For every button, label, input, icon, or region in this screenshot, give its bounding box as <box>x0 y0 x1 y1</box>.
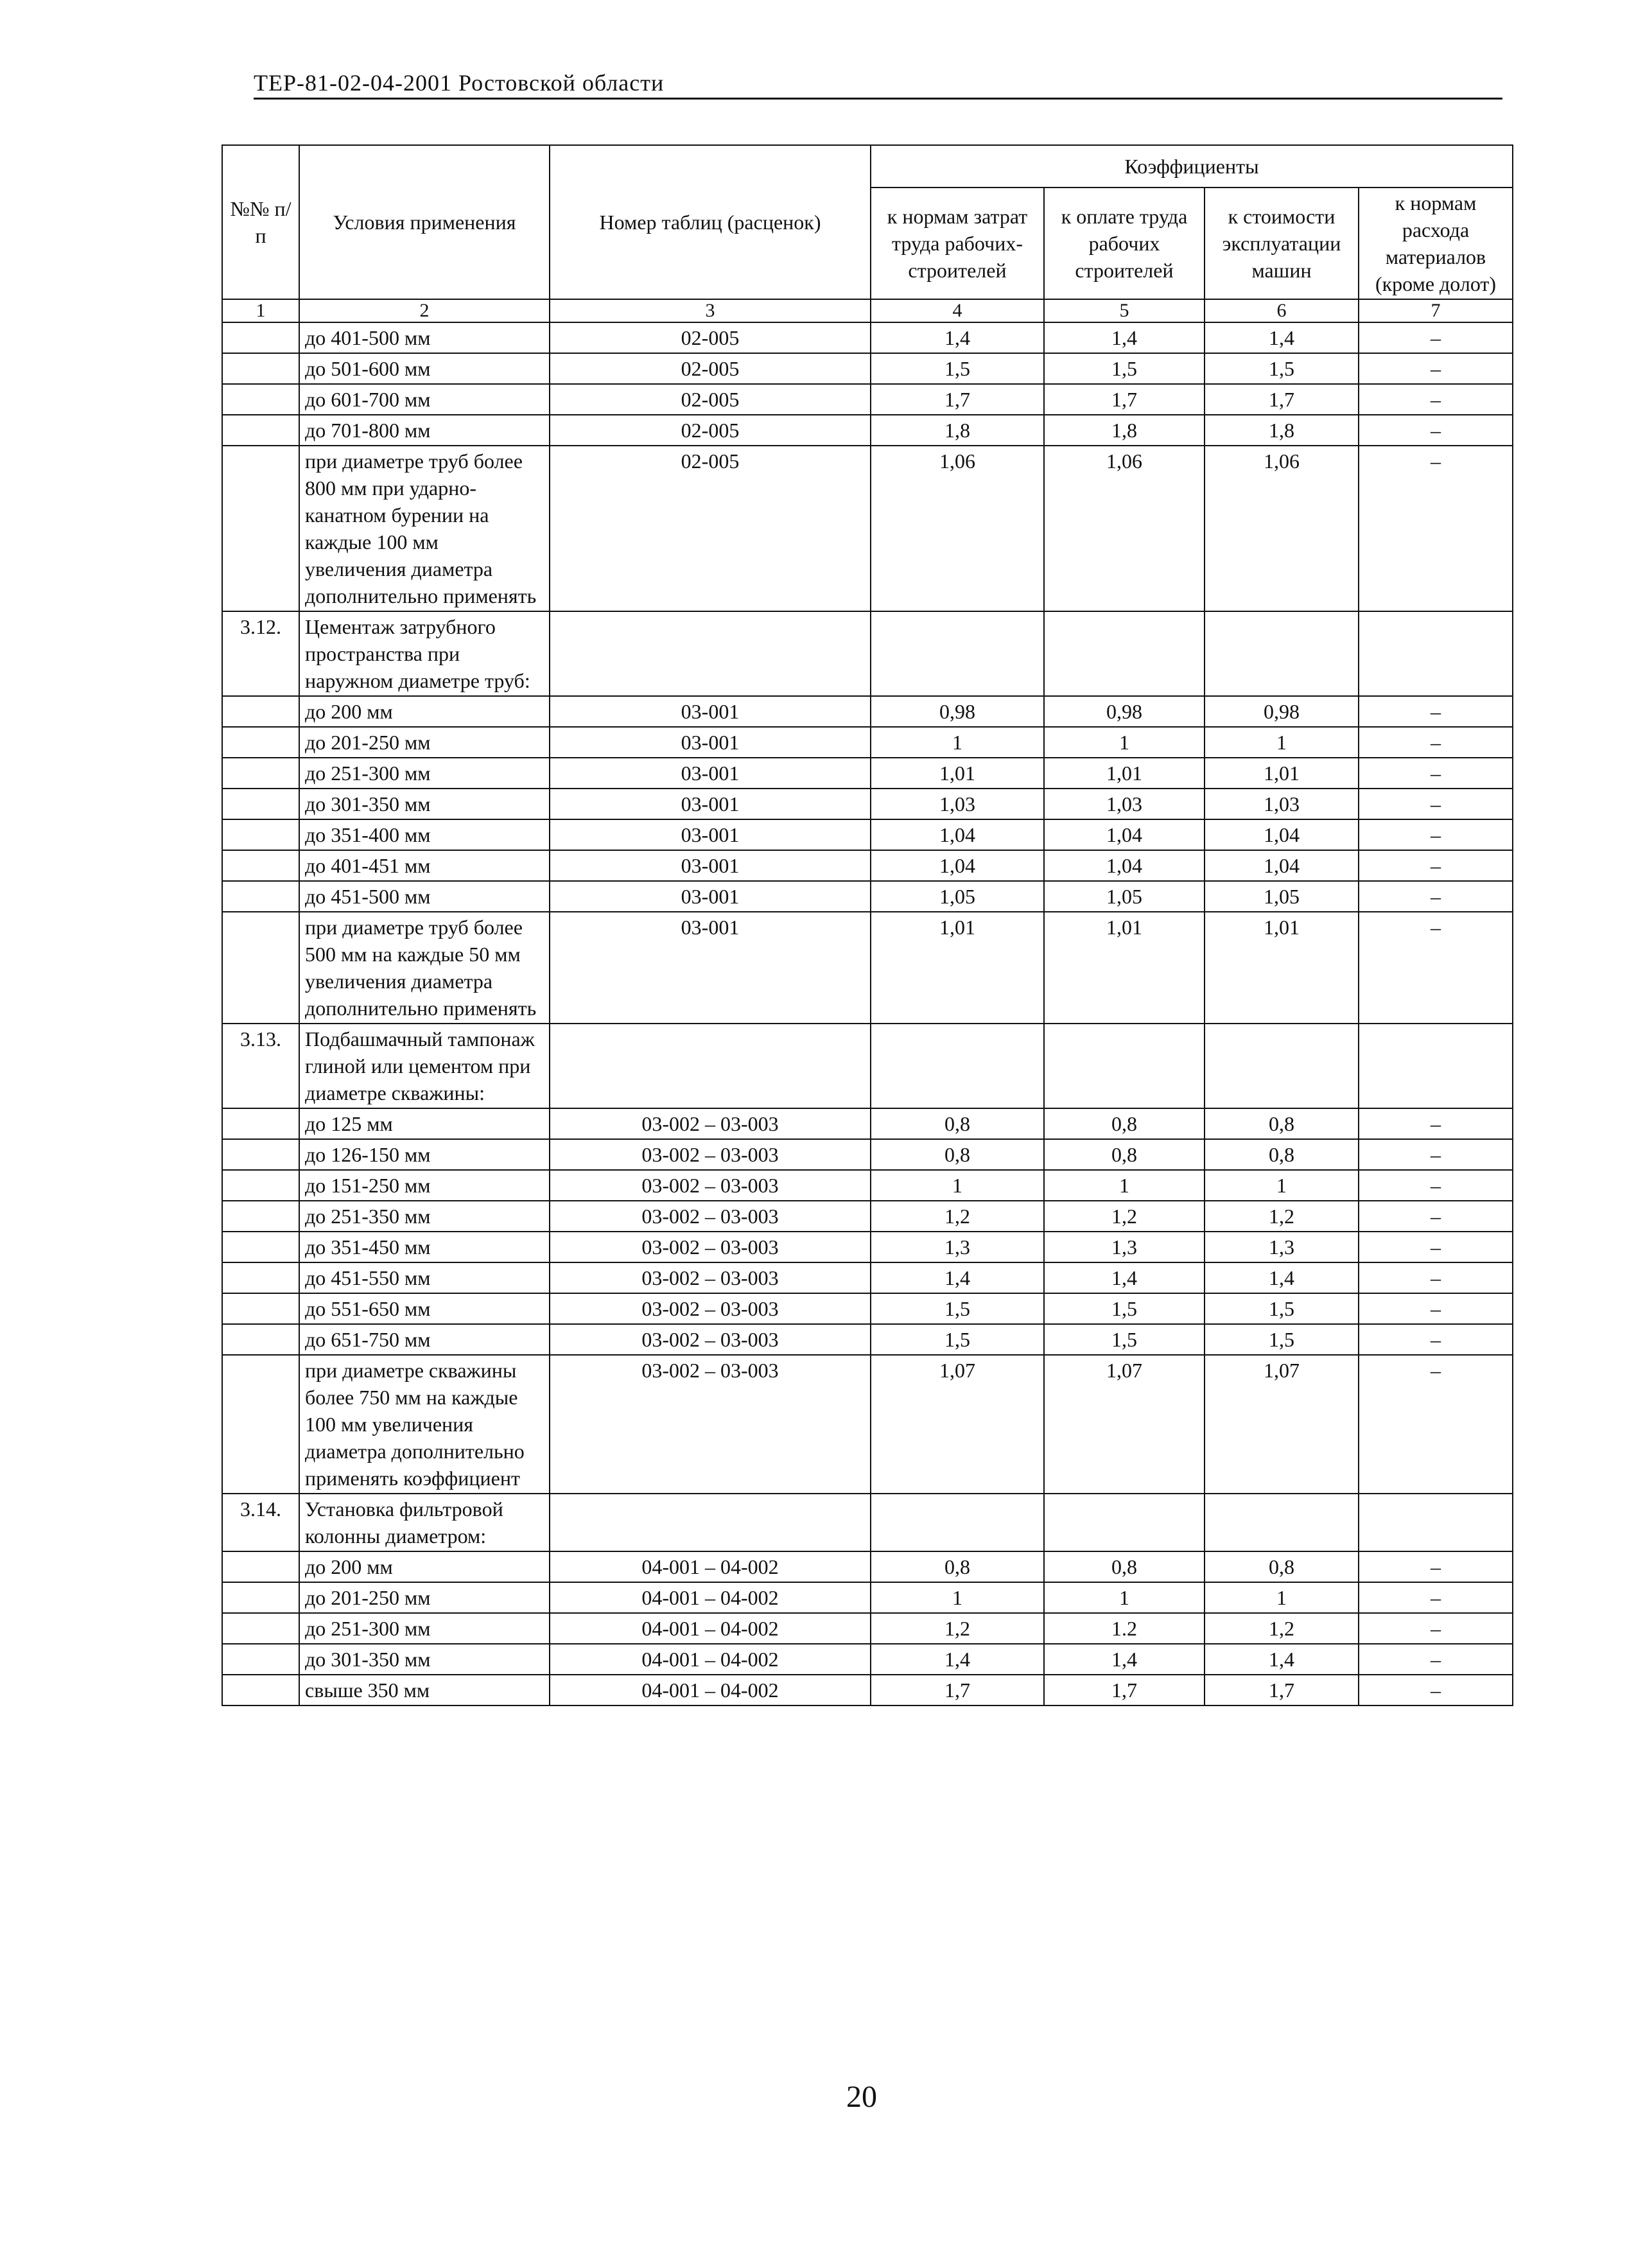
row-number <box>222 1108 299 1139</box>
row-coef-labor: 1,4 <box>871 322 1044 353</box>
row-coef-labor: 0,98 <box>871 696 1044 727</box>
row-coef-labor: 1,03 <box>871 789 1044 819</box>
row-coef-labor: 1,01 <box>871 912 1044 1024</box>
row-coef-pay: 1,04 <box>1044 850 1205 881</box>
row-coef-labor: 1,01 <box>871 758 1044 789</box>
row-coef-machines: 1,03 <box>1205 789 1359 819</box>
row-coef-pay: 1,3 <box>1044 1232 1205 1262</box>
row-coef-pay: 1,06 <box>1044 446 1205 611</box>
row-number <box>222 1324 299 1355</box>
table-row <box>222 789 1513 819</box>
row-coef-labor: 1,5 <box>871 1324 1044 1355</box>
row-coef-materials: – <box>1359 1139 1513 1170</box>
row-coef-pay: 1,03 <box>1044 789 1205 819</box>
page-number: 20 <box>846 2080 877 2114</box>
row-number <box>222 1262 299 1293</box>
row-coef-materials: – <box>1359 789 1513 819</box>
row-condition: до 601-700 мм <box>299 384 550 415</box>
row-coef-machines: 1 <box>1205 1582 1359 1613</box>
row-number <box>222 789 299 819</box>
row-coef-labor: 0,8 <box>871 1139 1044 1170</box>
row-number <box>222 415 299 446</box>
row-coef-materials: – <box>1359 1324 1513 1355</box>
row-coef-pay: 1,01 <box>1044 758 1205 789</box>
row-coef-materials: – <box>1359 819 1513 850</box>
row-condition: до 651-750 мм <box>299 1324 550 1355</box>
row-coef-pay: 1,5 <box>1044 353 1205 384</box>
row-coef-labor <box>871 1024 1044 1108</box>
row-table-number: 02-005 <box>550 446 871 611</box>
table-row <box>222 1675 1513 1705</box>
table-row <box>222 1262 1513 1293</box>
row-number <box>222 1232 299 1262</box>
row-number: 3.13. <box>222 1024 299 1108</box>
row-condition: до 701-800 мм <box>299 415 550 446</box>
row-table-number: 03-001 <box>550 819 871 850</box>
row-coef-pay <box>1044 1024 1205 1108</box>
row-coef-pay: 0,8 <box>1044 1108 1205 1139</box>
row-coef-pay: 1,5 <box>1044 1293 1205 1324</box>
row-coef-materials: – <box>1359 1675 1513 1705</box>
row-coef-materials: – <box>1359 322 1513 353</box>
row-coef-labor: 1,07 <box>871 1355 1044 1494</box>
row-number <box>222 384 299 415</box>
row-coef-pay: 1,4 <box>1044 322 1205 353</box>
row-number <box>222 850 299 881</box>
row-coef-machines: 1,2 <box>1205 1613 1359 1644</box>
row-table-number: 04-001 – 04-002 <box>550 1675 871 1705</box>
table-row <box>222 1293 1513 1324</box>
row-condition: до 201-250 мм <box>299 1582 550 1613</box>
row-coef-pay: 1,7 <box>1044 1675 1205 1705</box>
row-condition: до 125 мм <box>299 1108 550 1139</box>
row-coef-machines: 1,01 <box>1205 912 1359 1024</box>
row-coef-labor: 1,7 <box>871 1675 1044 1705</box>
row-coef-pay: 0,98 <box>1044 696 1205 727</box>
row-condition: Установка фильтровой колонны диаметром: <box>299 1494 550 1551</box>
row-condition: при диаметре труб более 800 мм при ударно-канатном бурении на каждые 100 мм увеличения диаметра дополнительно применять <box>299 446 550 611</box>
row-coef-materials: – <box>1359 446 1513 611</box>
row-coef-materials <box>1359 611 1513 696</box>
row-coef-pay: 1,8 <box>1044 415 1205 446</box>
row-coef-materials: – <box>1359 1644 1513 1675</box>
table-row <box>222 353 1513 384</box>
row-coef-materials: – <box>1359 1262 1513 1293</box>
row-table-number: 03-002 – 03-003 <box>550 1108 871 1139</box>
table-row <box>222 1139 1513 1170</box>
row-coef-machines: 1,07 <box>1205 1355 1359 1494</box>
row-number <box>222 1293 299 1324</box>
row-table-number <box>550 1024 871 1108</box>
row-coef-materials <box>1359 1024 1513 1108</box>
row-table-number: 02-005 <box>550 415 871 446</box>
header-coef-pay: к оплате труда рабочих строителей <box>1044 188 1205 299</box>
row-coef-labor: 1 <box>871 1582 1044 1613</box>
row-coef-machines: 1,06 <box>1205 446 1359 611</box>
row-coef-machines: 0,8 <box>1205 1108 1359 1139</box>
row-coef-machines: 1,7 <box>1205 1675 1359 1705</box>
row-coef-labor: 1,4 <box>871 1644 1044 1675</box>
table-row <box>222 1494 1513 1551</box>
row-coef-pay: 1,7 <box>1044 384 1205 415</box>
row-condition: Подбашмачный тампонаж глиной или цементом при диаметре скважины: <box>299 1024 550 1108</box>
column-index: 5 <box>1044 299 1205 322</box>
row-coef-machines: 1,5 <box>1205 1293 1359 1324</box>
row-table-number: 03-001 <box>550 912 871 1024</box>
column-index: 2 <box>299 299 550 322</box>
column-index: 4 <box>871 299 1044 322</box>
row-coef-pay <box>1044 1494 1205 1551</box>
row-number <box>222 1613 299 1644</box>
header-coef-labor: к нормам затрат труда рабочих-строителей <box>871 188 1044 299</box>
table-row <box>222 446 1513 611</box>
row-coef-pay: 0,8 <box>1044 1551 1205 1582</box>
row-condition: до 351-400 мм <box>299 819 550 850</box>
column-index: 7 <box>1359 299 1513 322</box>
row-number <box>222 353 299 384</box>
row-table-number: 03-002 – 03-003 <box>550 1139 871 1170</box>
row-coef-labor <box>871 611 1044 696</box>
row-number <box>222 881 299 912</box>
row-table-number: 03-002 – 03-003 <box>550 1232 871 1262</box>
header-rule <box>254 98 1502 100</box>
table-row <box>222 850 1513 881</box>
row-coef-pay: 1.2 <box>1044 1613 1205 1644</box>
row-condition: свыше 350 мм <box>299 1675 550 1705</box>
row-coef-materials: – <box>1359 696 1513 727</box>
column-index: 6 <box>1205 299 1359 322</box>
row-table-number: 03-002 – 03-003 <box>550 1324 871 1355</box>
row-coef-pay: 1 <box>1044 1170 1205 1201</box>
row-coef-pay: 1 <box>1044 727 1205 758</box>
row-coef-pay: 1 <box>1044 1582 1205 1613</box>
table-row <box>222 758 1513 789</box>
row-table-number: 03-002 – 03-003 <box>550 1262 871 1293</box>
table-row <box>222 696 1513 727</box>
column-index: 1 <box>222 299 299 322</box>
table-row <box>222 384 1513 415</box>
row-coef-materials: – <box>1359 1108 1513 1139</box>
row-table-number: 03-001 <box>550 727 871 758</box>
table-row <box>222 912 1513 1024</box>
header-coefficients: Коэффициенты <box>871 145 1513 188</box>
row-coef-machines: 1 <box>1205 727 1359 758</box>
row-coef-labor: 1,3 <box>871 1232 1044 1262</box>
row-coef-materials: – <box>1359 850 1513 881</box>
row-coef-materials: – <box>1359 912 1513 1024</box>
row-coef-machines: 1,05 <box>1205 881 1359 912</box>
row-condition: при диаметре скважины более 750 мм на каждые 100 мм увеличения диаметра дополнительно применять коэффициент <box>299 1355 550 1494</box>
row-coef-labor: 1,4 <box>871 1262 1044 1293</box>
row-coef-machines: 0,8 <box>1205 1139 1359 1170</box>
row-number: 3.14. <box>222 1494 299 1551</box>
table-row <box>222 881 1513 912</box>
row-number <box>222 322 299 353</box>
row-number <box>222 912 299 1024</box>
row-table-number <box>550 1494 871 1551</box>
header-conditions: Условия применения <box>299 145 550 299</box>
row-table-number: 04-001 – 04-002 <box>550 1613 871 1644</box>
row-coef-machines: 1,04 <box>1205 850 1359 881</box>
row-condition: до 401-500 мм <box>299 322 550 353</box>
row-coef-labor: 1,04 <box>871 850 1044 881</box>
row-table-number: 02-005 <box>550 353 871 384</box>
row-coef-labor: 1 <box>871 727 1044 758</box>
row-coef-materials: – <box>1359 1170 1513 1201</box>
row-coef-materials: – <box>1359 1355 1513 1494</box>
table-row <box>222 611 1513 696</box>
row-number <box>222 1139 299 1170</box>
row-condition: до 501-600 мм <box>299 353 550 384</box>
row-coef-labor: 1,04 <box>871 819 1044 850</box>
column-index-row <box>222 299 1513 322</box>
header-table-number: Номер таблиц (расценок) <box>550 145 871 299</box>
table-body <box>222 322 1513 1705</box>
row-coef-pay: 1,5 <box>1044 1324 1205 1355</box>
row-number <box>222 1644 299 1675</box>
header-num: №№ п/п <box>222 145 299 299</box>
row-coef-pay: 1,07 <box>1044 1355 1205 1494</box>
row-coef-machines: 1,8 <box>1205 415 1359 446</box>
row-condition: до 451-550 мм <box>299 1262 550 1293</box>
table-row <box>222 1355 1513 1494</box>
row-table-number: 03-002 – 03-003 <box>550 1201 871 1232</box>
row-condition: до 251-300 мм <box>299 758 550 789</box>
row-coef-labor: 0,8 <box>871 1551 1044 1582</box>
row-coef-labor: 1 <box>871 1170 1044 1201</box>
row-coef-machines: 1,5 <box>1205 1324 1359 1355</box>
row-coef-machines <box>1205 1024 1359 1108</box>
table-row <box>222 1324 1513 1355</box>
row-coef-machines: 0,98 <box>1205 696 1359 727</box>
row-table-number: 04-001 – 04-002 <box>550 1644 871 1675</box>
table-row <box>222 819 1513 850</box>
row-condition: до 351-450 мм <box>299 1232 550 1262</box>
row-number <box>222 1201 299 1232</box>
row-coef-machines <box>1205 1494 1359 1551</box>
row-coef-pay: 1,4 <box>1044 1262 1205 1293</box>
row-coef-machines: 1,01 <box>1205 758 1359 789</box>
row-coef-labor: 1,06 <box>871 446 1044 611</box>
row-condition: до 200 мм <box>299 696 550 727</box>
row-number: 3.12. <box>222 611 299 696</box>
row-coef-labor: 1,5 <box>871 1293 1044 1324</box>
row-table-number: 04-001 – 04-002 <box>550 1582 871 1613</box>
row-coef-materials: – <box>1359 1232 1513 1262</box>
row-coef-machines <box>1205 611 1359 696</box>
row-coef-machines: 1,7 <box>1205 384 1359 415</box>
row-coef-materials: – <box>1359 1293 1513 1324</box>
column-index: 3 <box>550 299 871 322</box>
table-row <box>222 415 1513 446</box>
row-number <box>222 1170 299 1201</box>
row-coef-materials: – <box>1359 384 1513 415</box>
row-coef-labor: 1,2 <box>871 1613 1044 1644</box>
row-coef-pay <box>1044 611 1205 696</box>
row-number <box>222 758 299 789</box>
row-coef-machines: 1 <box>1205 1170 1359 1201</box>
row-coef-materials: – <box>1359 1613 1513 1644</box>
row-coef-pay: 1,2 <box>1044 1201 1205 1232</box>
row-coef-machines: 1,3 <box>1205 1232 1359 1262</box>
row-coef-labor: 1,7 <box>871 384 1044 415</box>
row-table-number: 03-002 – 03-003 <box>550 1293 871 1324</box>
row-condition: до 251-350 мм <box>299 1201 550 1232</box>
row-condition: до 451-500 мм <box>299 881 550 912</box>
row-coef-labor <box>871 1494 1044 1551</box>
row-number <box>222 1675 299 1705</box>
row-table-number: 03-001 <box>550 850 871 881</box>
row-condition: до 301-350 мм <box>299 789 550 819</box>
row-condition: до 201-250 мм <box>299 727 550 758</box>
row-coef-machines: 1,4 <box>1205 1644 1359 1675</box>
row-condition: Цементаж затрубного пространства при наружном диаметре труб: <box>299 611 550 696</box>
row-coef-pay: 1,01 <box>1044 912 1205 1024</box>
row-coef-materials: – <box>1359 1582 1513 1613</box>
row-coef-pay: 1,4 <box>1044 1644 1205 1675</box>
row-coef-machines: 0,8 <box>1205 1551 1359 1582</box>
table-row <box>222 322 1513 353</box>
row-coef-materials: – <box>1359 353 1513 384</box>
coefficients-table <box>222 144 1513 1706</box>
row-condition: до 200 мм <box>299 1551 550 1582</box>
table-row <box>222 1170 1513 1201</box>
row-number <box>222 446 299 611</box>
row-table-number: 04-001 – 04-002 <box>550 1551 871 1582</box>
row-number <box>222 1355 299 1494</box>
row-coef-materials <box>1359 1494 1513 1551</box>
row-coef-materials: – <box>1359 1551 1513 1582</box>
row-condition: до 401-451 мм <box>299 850 550 881</box>
row-table-number: 03-001 <box>550 696 871 727</box>
header-coef-materials: к нормам расхода материалов (кроме долот) <box>1359 188 1513 299</box>
row-condition: до 551-650 мм <box>299 1293 550 1324</box>
row-coef-labor: 1,8 <box>871 415 1044 446</box>
row-table-number: 03-001 <box>550 789 871 819</box>
row-coef-labor: 1,05 <box>871 881 1044 912</box>
row-table-number: 03-002 – 03-003 <box>550 1170 871 1201</box>
row-coef-materials: – <box>1359 1201 1513 1232</box>
row-coef-pay: 1,04 <box>1044 819 1205 850</box>
row-table-number: 03-001 <box>550 758 871 789</box>
row-coef-materials: – <box>1359 727 1513 758</box>
row-table-number: 02-005 <box>550 322 871 353</box>
row-coef-machines: 1,4 <box>1205 1262 1359 1293</box>
row-coef-materials: – <box>1359 881 1513 912</box>
row-table-number: 03-002 – 03-003 <box>550 1355 871 1494</box>
row-condition: до 126-150 мм <box>299 1139 550 1170</box>
row-condition: до 151-250 мм <box>299 1170 550 1201</box>
row-number <box>222 1582 299 1613</box>
table-row <box>222 1644 1513 1675</box>
row-coef-machines: 1,4 <box>1205 322 1359 353</box>
row-coef-machines: 1,04 <box>1205 819 1359 850</box>
row-coef-materials: – <box>1359 758 1513 789</box>
row-coef-machines: 1,5 <box>1205 353 1359 384</box>
coefficients-table-container <box>222 144 1512 1706</box>
table-row <box>222 1232 1513 1262</box>
row-condition: при диаметре труб более 500 мм на каждые 50 мм увеличения диаметра дополнительно применять <box>299 912 550 1024</box>
row-number <box>222 696 299 727</box>
table-row <box>222 1108 1513 1139</box>
row-condition: до 251-300 мм <box>299 1613 550 1644</box>
row-table-number: 02-005 <box>550 384 871 415</box>
header-coef-machines: к стоимости эксплуатации машин <box>1205 188 1359 299</box>
table-row <box>222 1582 1513 1613</box>
table-row <box>222 727 1513 758</box>
row-condition: до 301-350 мм <box>299 1644 550 1675</box>
row-table-number <box>550 611 871 696</box>
row-number <box>222 1551 299 1582</box>
row-coef-machines: 1,2 <box>1205 1201 1359 1232</box>
row-number <box>222 819 299 850</box>
table-row <box>222 1613 1513 1644</box>
row-number <box>222 727 299 758</box>
row-coef-labor: 1,2 <box>871 1201 1044 1232</box>
table-row <box>222 1201 1513 1232</box>
table-row <box>222 1024 1513 1108</box>
row-coef-pay: 0,8 <box>1044 1139 1205 1170</box>
document-header: ТЕР-81-02-04-2001 Ростовской области <box>254 70 665 96</box>
row-coef-pay: 1,05 <box>1044 881 1205 912</box>
row-coef-labor: 1,5 <box>871 353 1044 384</box>
row-coef-labor: 0,8 <box>871 1108 1044 1139</box>
table-row <box>222 1551 1513 1582</box>
row-table-number: 03-001 <box>550 881 871 912</box>
row-coef-materials: – <box>1359 415 1513 446</box>
